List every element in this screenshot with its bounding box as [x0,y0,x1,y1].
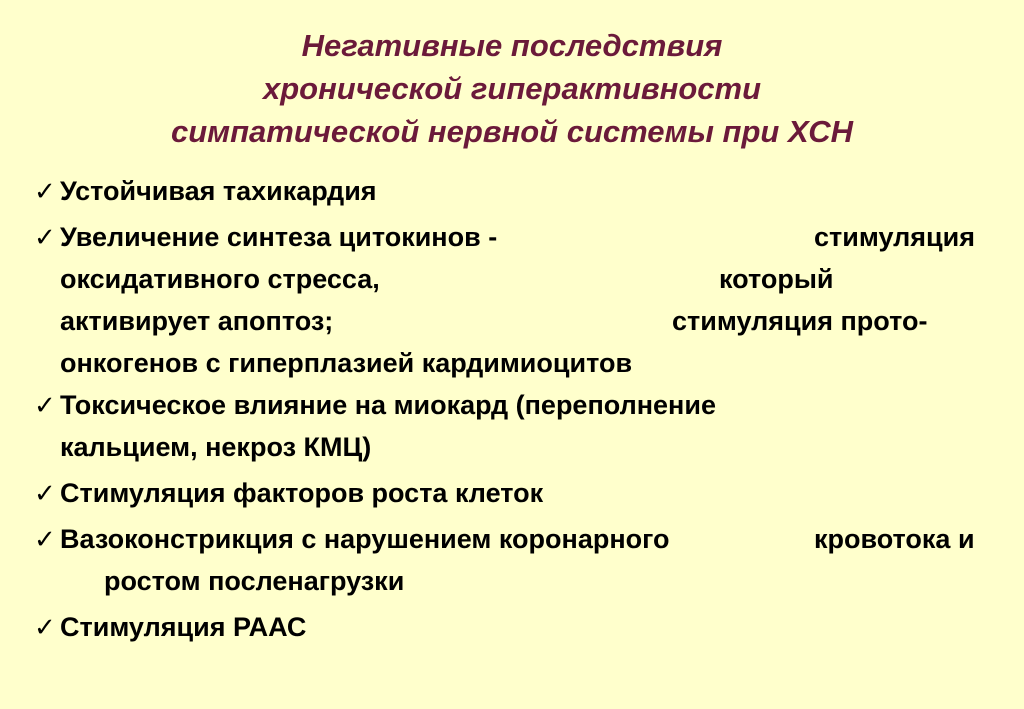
bullet-item [34,170,1004,212]
bullet-text: Стимуляция РААС [60,612,307,642]
bullet-item [34,384,1004,426]
checkmark-icon: ✓ [34,390,56,420]
bullet-continuation [34,300,1004,342]
checkmark-icon: ✓ [34,222,56,252]
bullet-text: стимуляция прото- [672,306,928,336]
bullet-list [34,170,1004,648]
bullet-text: Устойчивая тахикардия [60,176,377,206]
bullet-text: Стимуляция факторов роста клеток [60,478,544,508]
bullet-text: кальцием, некроз КМЦ) [60,432,372,462]
slide-title [0,24,1024,153]
checkmark-icon: ✓ [34,478,56,508]
bullet-item [34,606,1004,648]
bullet-text: Увеличение синтеза цитокинов - [60,222,498,252]
bullet-text: который [719,264,834,294]
bullet-continuation [34,342,1004,384]
bullet-text: Вазоконстрикция с нарушением коронарного [60,524,670,554]
bullet-continuation [34,258,1004,300]
title-line: хронической гиперактивности [262,71,762,106]
title-line: симпатической нервной системы при ХСН [170,114,854,149]
bullet-item [34,216,1004,258]
bullet-continuation [34,426,1004,468]
bullet-item [34,472,1004,514]
checkmark-icon: ✓ [34,176,56,206]
bullet-text: стимуляция [814,222,975,252]
bullet-text: онкогенов с гиперплазией кардимиоцитов [60,348,633,378]
bullet-continuation [34,560,1004,602]
checkmark-icon: ✓ [34,612,56,642]
bullet-text: Токсическое влияние на миокард (переполнение [60,390,716,420]
bullet-text: активирует апоптоз; [60,306,334,336]
bullet-item [34,518,1004,560]
bullet-text: ростом посленагрузки [104,566,405,596]
bullet-text: кровотока и [814,524,975,554]
title-line: Негативные последствия [301,28,723,63]
bullet-text: оксидативного стресса, [60,264,380,294]
checkmark-icon: ✓ [34,524,56,554]
